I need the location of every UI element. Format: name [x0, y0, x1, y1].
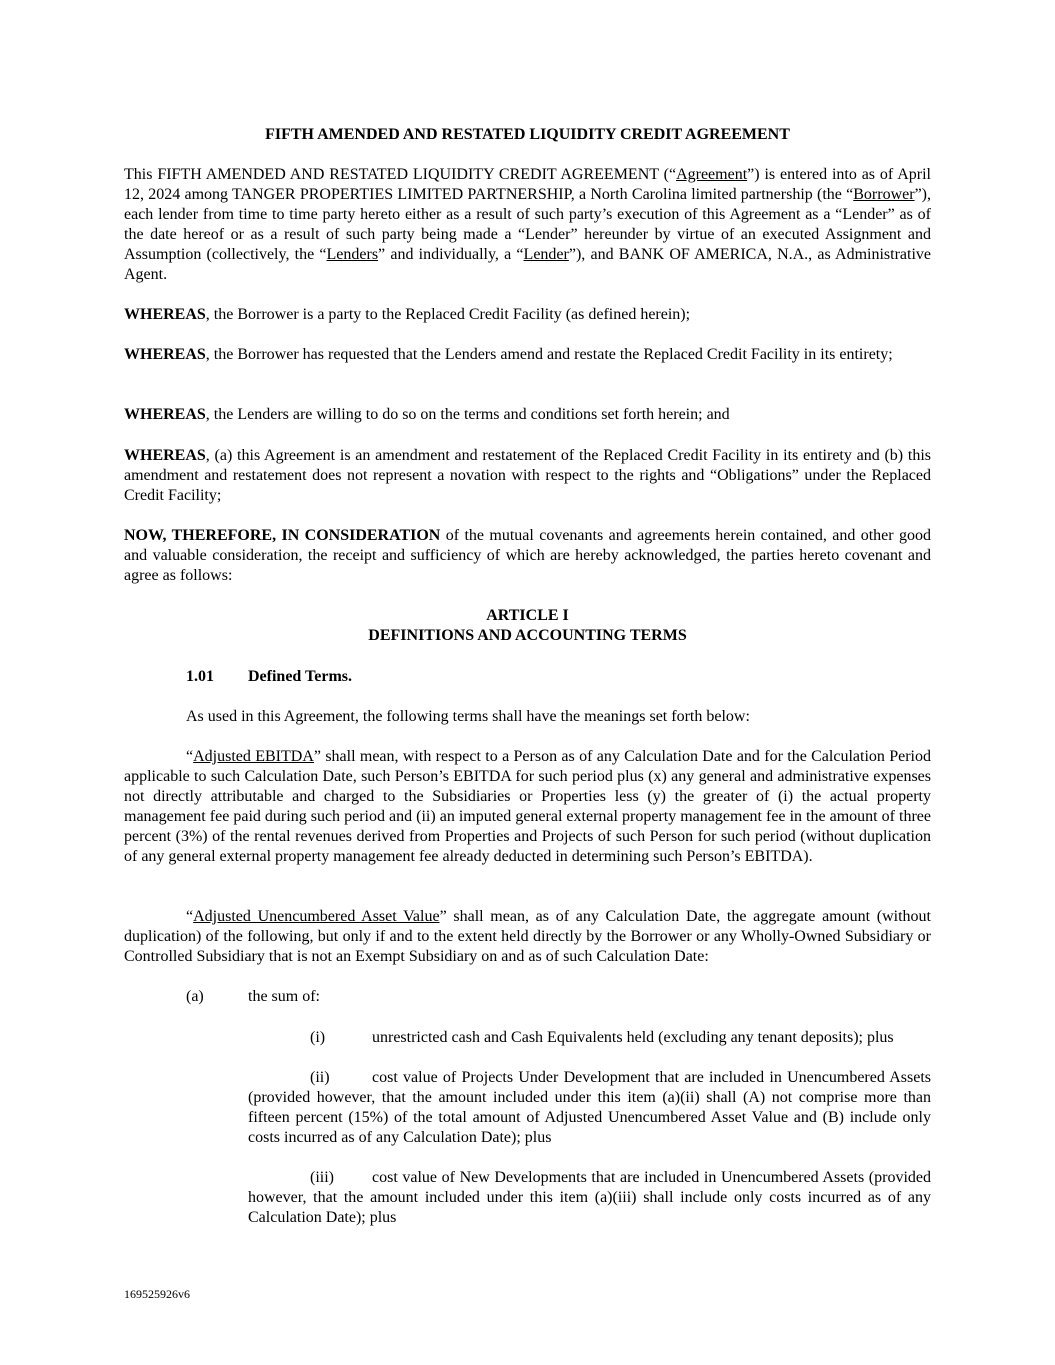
clause-a: [186, 987, 931, 1007]
intro-text-3: ”), each lender from time to time party hereto either as a result of such party’s execution of this Agreement as a “Lender” as of the date hereof or as a result of such party being made a “Lender” hereunder by virtue of an executed Assignment and Assumption (collectively, the “: [124, 186, 931, 263]
recital-lead: WHEREAS: [124, 406, 206, 423]
defined-term-agreement: Agreement: [676, 166, 748, 183]
section-heading: [186, 667, 931, 687]
intro-text-4: ” and individually, a “: [378, 246, 524, 263]
sub-item-label: (i): [310, 1029, 326, 1046]
article-number: ARTICLE I: [486, 607, 569, 624]
definition-text: ” shall mean, as of any Calculation Date, the aggregate amount (without duplication) of the following, but only if and to the extent held directly by the Borrower or any Wholly-Owned Subsidiary or Controlled Subsidiary that is not an Exempt Subsidiary on and as of such Calculation Date:: [124, 908, 931, 965]
recital-lead: WHEREAS: [124, 346, 206, 363]
recital-text: , the Lenders are willing to do so on the terms and conditions set forth herein; and: [205, 406, 730, 423]
sub-item-text: cost value of Projects Under Development that are included in Unencumbered Assets (provided however, that the amount included under this item (a)(ii) shall (A) not comprise more than fifteen percent (15%) of the total amount of Adjusted Unencumbered Asset Value and (B) include only costs incurred as of any Calculation Date); plus: [248, 1069, 931, 1146]
section-title: Defined Terms.: [248, 668, 352, 685]
usage-sentence: As used in this Agreement, the following terms shall have the meanings set forth below:: [186, 708, 750, 725]
sub-item-iii: [248, 1168, 931, 1228]
now-therefore-paragraph: [124, 526, 931, 586]
definition-open-quote: “: [186, 908, 194, 925]
definition-text: ” shall mean, with respect to a Person as of any Calculation Date and for the Calculation Period applicable to such Calculation Date, such Person’s EBITDA for such period plus (x) any general and administrative expenses not directly attributable and charged to the Subsidiaries or Properties less (y) the greater of (i) the actual property management fee paid during such period and (ii) an imputed general external property management fee in the amount of three percent (3%) of the rental revenues derived from Properties and Projects of such Person for such period (without duplication of any general external property management fee already deducted in determining such Person’s EBITDA).: [124, 748, 932, 865]
recital-text: , the Borrower is a party to the Replaced Credit Facility (as defined herein);: [205, 306, 691, 323]
defined-term-lenders: Lenders: [326, 246, 379, 263]
definition-open-quote: “: [186, 748, 194, 765]
recital-lead: WHEREAS: [124, 306, 206, 323]
article-heading: DEFINITIONS AND ACCOUNTING TERMS: [368, 627, 687, 644]
document-title: FIFTH AMENDED AND RESTATED LIQUIDITY CREDIT AGREEMENT: [265, 126, 790, 143]
recital-text: , the Borrower has requested that the Lenders amend and restate the Replaced Credit Facility in its entirety;: [205, 346, 893, 363]
definition-adjusted-unencumbered-asset-value: [124, 907, 931, 967]
sub-item-text: cost value of New Developments that are included in Unencumbered Assets (provided however, that the amount included under this item (a)(iii) shall include only costs incurred as of any Calculation Date); plus: [248, 1169, 931, 1226]
sub-item-label: (ii): [310, 1069, 330, 1086]
recital-1: [124, 305, 931, 325]
clause-text: the sum of:: [248, 988, 320, 1005]
now-therefore-lead: NOW, THEREFORE, IN CONSIDERATION: [124, 527, 441, 544]
sub-item-label: (iii): [310, 1169, 334, 1186]
sub-item-ii: [248, 1068, 931, 1148]
sub-item-i: [310, 1028, 931, 1048]
intro-paragraph: [124, 165, 931, 285]
intro-text-5: ”), and BANK OF AMERICA, N.A., as Administrative Agent.: [124, 246, 932, 283]
clause-label: (a): [186, 988, 204, 1005]
sub-item-text: unrestricted cash and Cash Equivalents held (excluding any tenant deposits); plus: [372, 1029, 894, 1046]
definition-term: Adjusted EBITDA: [193, 748, 314, 765]
recital-2: [124, 345, 931, 365]
now-therefore-text: of the mutual covenants and agreements herein contained, and other good and valuable consideration, the receipt and sufficiency of which are hereby acknowledged, the parties hereto covenant and agree as follows:: [124, 527, 932, 584]
intro-text-1: This FIFTH AMENDED AND RESTATED LIQUIDITY CREDIT AGREEMENT (“: [124, 166, 677, 183]
recital-lead: WHEREAS: [124, 447, 206, 464]
recital-4: [124, 446, 931, 506]
document-id-footer: 169525926v6: [124, 1287, 190, 1301]
recital-text: , (a) this Agreement is an amendment and restatement of the Replaced Credit Facility in its entirety and (b) this amendment and restatement does not represent a novation with respect to the rights and “Obligations” under the Replaced Credit Facility;: [124, 447, 931, 504]
definition-adjusted-ebitda: [124, 747, 931, 867]
recital-3: [124, 405, 931, 425]
section-number: 1.01: [186, 668, 214, 685]
definition-term: Adjusted Unencumbered Asset Value: [193, 908, 440, 925]
defined-term-borrower: Borrower: [853, 186, 915, 203]
defined-term-lender: Lender: [523, 246, 569, 263]
intro-text-2: ”) is entered into as of April 12, 2024 among TANGER PROPERTIES LIMITED PARTNERSHIP, a North Carolina limited partnership (the “: [124, 166, 932, 203]
